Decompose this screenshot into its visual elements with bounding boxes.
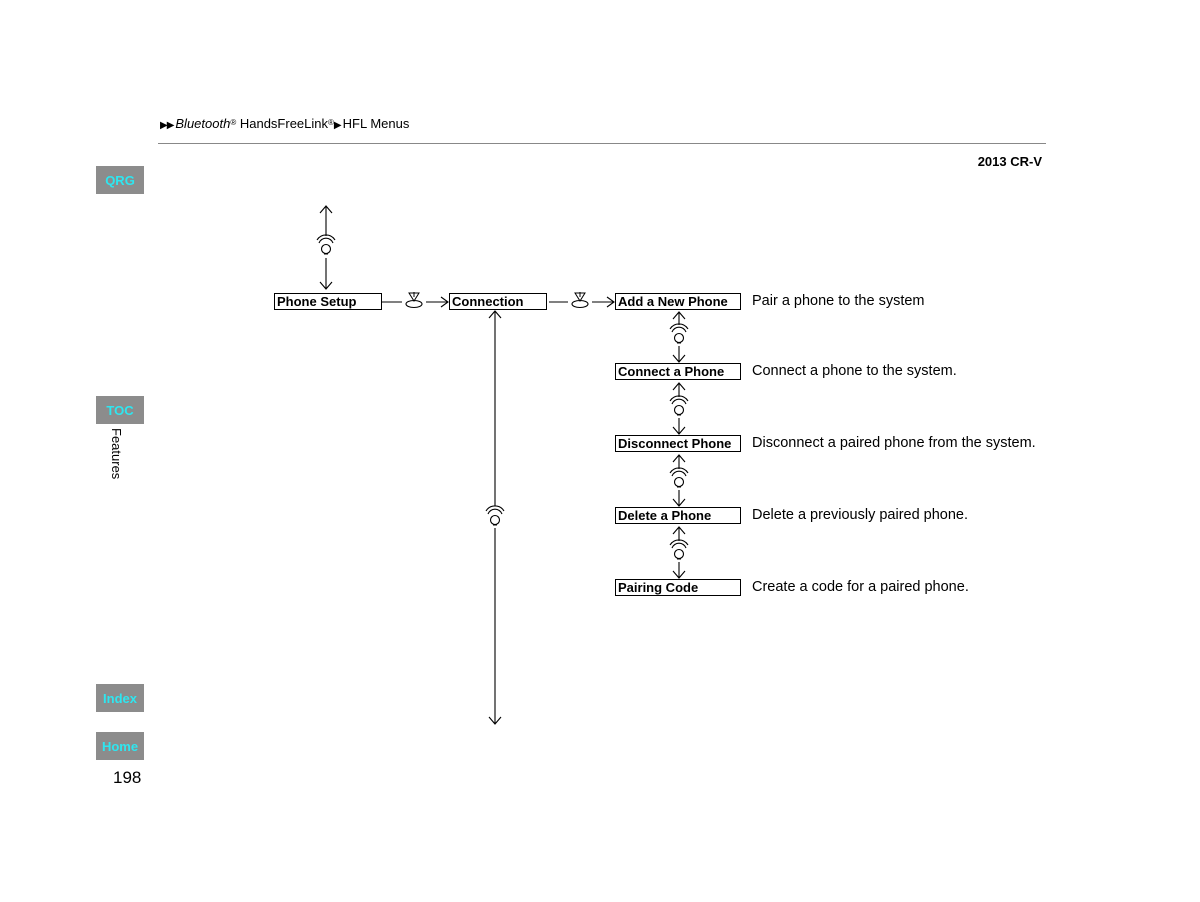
menu-add-new-phone[interactable]: Add a New Phone bbox=[615, 293, 741, 310]
nav-qrg-button[interactable]: QRG bbox=[96, 166, 144, 194]
selector-knob-rotate-icon bbox=[670, 468, 688, 487]
selector-knob-rotate-icon bbox=[670, 540, 688, 559]
menu-connection[interactable]: Connection bbox=[449, 293, 547, 310]
nav-index-button[interactable]: Index bbox=[96, 684, 144, 712]
breadcrumb-separator: ▶ bbox=[333, 120, 341, 131]
page-number: 198 bbox=[113, 768, 142, 787]
model-label: 2013 CR-V bbox=[977, 154, 1042, 169]
desc-delete-phone: Delete a previously paired phone. bbox=[752, 507, 969, 523]
desc-connect-phone: Connect a phone to the system. bbox=[752, 363, 957, 379]
breadcrumb-hfl-menus[interactable]: HFL Menus bbox=[342, 116, 410, 131]
selector-knob-press-icon bbox=[572, 292, 588, 308]
menu-pairing-code[interactable]: Pairing Code bbox=[615, 579, 741, 596]
desc-disconnect-phone: Disconnect a paired phone from the system. bbox=[752, 435, 1036, 451]
desc-pairing-code: Create a code for a paired phone. bbox=[752, 579, 969, 595]
selector-knob-rotate-icon bbox=[486, 506, 504, 525]
registered-mark: ® bbox=[230, 118, 237, 127]
selector-knob-rotate-icon bbox=[670, 396, 688, 415]
nav-home-button[interactable]: Home bbox=[96, 732, 144, 760]
section-label: Features bbox=[109, 428, 124, 480]
menu-disconnect-phone[interactable]: Disconnect Phone bbox=[615, 435, 741, 452]
menu-delete-phone[interactable]: Delete a Phone bbox=[615, 507, 741, 524]
selector-knob-rotate-icon bbox=[670, 324, 688, 343]
breadcrumb-arrows: ▶▶ bbox=[160, 120, 174, 131]
nav-toc-button[interactable]: TOC bbox=[96, 396, 144, 424]
registered-mark: ® bbox=[328, 118, 334, 127]
breadcrumb-handsfreelink[interactable]: HandsFreeLink bbox=[236, 116, 329, 131]
selector-knob-rotate-icon bbox=[317, 235, 335, 254]
menu-connect-phone[interactable]: Connect a Phone bbox=[615, 363, 741, 380]
selector-knob-press-icon bbox=[406, 292, 422, 308]
breadcrumb-bluetooth[interactable]: Bluetooth bbox=[175, 116, 231, 131]
desc-add-new-phone: Pair a phone to the system bbox=[752, 293, 925, 309]
menu-phone-setup[interactable]: Phone Setup bbox=[274, 293, 382, 310]
